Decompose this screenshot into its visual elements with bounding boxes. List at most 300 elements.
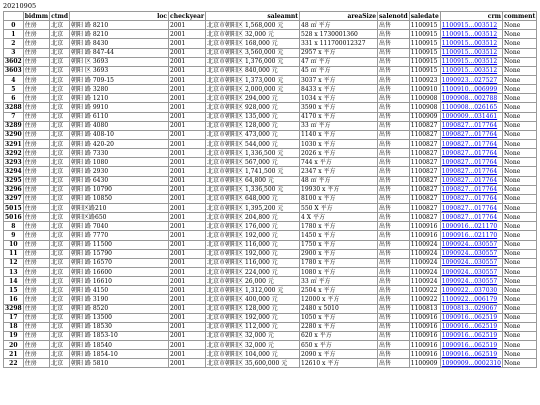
cell-row-id: 3293 (5, 158, 22, 166)
cell-areasize: 2480 x 5010 (300, 304, 378, 313)
cell-loc: 朝阳区路650 (70, 213, 169, 222)
cell-row-id: 9 (4, 231, 24, 240)
cell-saleamnt: 北京市朝阳区 192,000 元 (206, 249, 300, 258)
cell-crm (440, 121, 502, 130)
cell-salenotd: 出售 (378, 231, 410, 240)
cell-ctmd: 北京 (50, 48, 70, 57)
cell-comment: None (502, 231, 536, 240)
cell-saleamnt: 北京市朝阳区 128,000 元 (206, 304, 300, 313)
cell-areasize: 8433 x 平方 (300, 85, 378, 94)
cell-salenotd: 出售 (378, 48, 410, 57)
cell-bidmm: 住房 (23, 103, 49, 112)
cell-ctmd: 北京 (50, 75, 70, 84)
column-header-loc: loc (70, 12, 169, 21)
cell-loc: 朝阳 路 3190 (70, 295, 169, 304)
cell-checkyear: 2001 (169, 341, 206, 350)
cell-areasize: 1034 x 平方 (300, 94, 378, 103)
cell-row-id: 10 (4, 240, 24, 249)
crm-link[interactable]: 1090827...017764 (441, 186, 498, 194)
crm-link[interactable]: 1100908...026165 (441, 103, 498, 111)
cell-salenotd: 出售 (378, 112, 410, 121)
cell-salenotd: 出售 (378, 176, 410, 185)
cell-bidmm: 住房 (23, 313, 49, 322)
cell-comment: None (502, 112, 536, 121)
cell-loc: 朝阳 路 8430 (70, 39, 169, 48)
cell-salenotd: 出售 (378, 286, 410, 295)
cell-comment: None (502, 295, 536, 304)
crm-link[interactable]: 1090827...017764 (441, 158, 498, 166)
cell-bidmm: 住房 (23, 30, 49, 39)
cell-comment: None (502, 240, 536, 249)
crm-link[interactable]: 1090827...017764 (441, 167, 498, 175)
cell-ctmd: 北京 (50, 350, 70, 359)
crm-link[interactable]: 1090909...031461 (441, 113, 498, 121)
cell-salenotd: 出售 (378, 240, 410, 249)
cell-salenotd: 出售 (378, 304, 410, 313)
cell-crm (440, 240, 502, 249)
cell-comment: None (502, 167, 536, 176)
cell-row-id: 3603 (5, 67, 22, 75)
cell-saledate: 1100915 (409, 30, 440, 39)
table-row (4, 112, 537, 121)
column-header-areasize: areaSize (300, 12, 378, 21)
cell-ctmd: 北京 (50, 139, 70, 148)
crm-link[interactable]: 1090827...017764 (441, 122, 498, 130)
cell-checkyear: 2001 (169, 48, 206, 57)
cell-row-id: 11 (4, 249, 24, 258)
cell-bidmm: 住房 (23, 130, 49, 139)
cell-checkyear: 2001 (169, 149, 206, 158)
cell-salenotd: 出售 (378, 30, 410, 39)
cell-checkyear: 2001 (169, 158, 206, 167)
cell-checkyear: 2001 (169, 331, 206, 340)
cell-ctmd: 北京 (50, 39, 70, 48)
crm-link[interactable]: 1090916...062519 (441, 332, 498, 340)
cell-loc: 朝阳 路 7770 (70, 231, 169, 240)
cell-comment: None (502, 304, 536, 313)
cell-comment: None (502, 94, 536, 103)
cell-ctmd: 北京 (50, 85, 70, 94)
cell-checkyear: 2001 (169, 240, 206, 249)
cell-areasize: 3037 x 平方 (300, 75, 378, 84)
cell-bidmm: 住房 (23, 258, 49, 267)
crm-link[interactable]: 1090827...017764 (441, 140, 498, 148)
cell-salenotd: 出售 (378, 267, 410, 276)
cell-saledate: 1100827 (409, 167, 440, 176)
cell-crm (440, 277, 502, 286)
data-table (3, 11, 537, 368)
cell-areasize: 1140 x 平方 (300, 130, 378, 139)
crm-link[interactable]: 1100915...003512 (441, 58, 498, 66)
cell-areasize: 48 ㎡ 平方 (300, 176, 378, 185)
cell-areasize: 2026 x 平方 (300, 149, 378, 158)
cell-ctmd: 北京 (50, 359, 70, 368)
cell-bidmm: 住房 (23, 21, 49, 30)
cell-checkyear: 2001 (169, 304, 206, 313)
cell-saledate: 1100915 (409, 66, 440, 75)
cell-crm (440, 341, 502, 350)
cell-comment: None (502, 139, 536, 148)
cell-ctmd: 北京 (50, 295, 70, 304)
crm-link[interactable]: 1090908...002788 (441, 94, 498, 102)
cell-areasize: 2280 x 平方 (300, 322, 378, 331)
cell-checkyear: 2001 (169, 194, 206, 203)
cell-ctmd: 北京 (50, 240, 70, 249)
cell-saledate: 1100924 (409, 277, 440, 286)
cell-bidmm: 住房 (23, 322, 49, 331)
cell-crm (440, 158, 502, 167)
crm-link[interactable]: 1090827...017764 (441, 204, 498, 212)
cell-loc: 朝阳 路 420-20 (70, 139, 169, 148)
cell-comment: None (502, 249, 536, 258)
cell-bidmm: 住房 (23, 66, 49, 75)
cell-ctmd: 北京 (50, 258, 70, 267)
cell-row-id: 21 (4, 350, 24, 359)
cell-salenotd: 出售 (378, 249, 410, 258)
cell-saledate: 1100923 (409, 75, 440, 84)
cell-ctmd: 北京 (50, 313, 70, 322)
cell-crm (440, 176, 502, 185)
cell-checkyear: 2001 (169, 21, 206, 30)
table-row (4, 149, 537, 158)
cell-saledate: 1100827 (409, 203, 440, 212)
crm-link[interactable]: 1100915...003512 (441, 49, 498, 57)
cell-comment: None (502, 21, 536, 30)
cell-saleamnt: 北京市朝阳区 473,000 元 (206, 130, 300, 139)
cell-comment: None (502, 103, 536, 112)
cell-checkyear: 2001 (169, 213, 206, 222)
crm-link[interactable]: 1090827...017764 (441, 195, 498, 203)
cell-saledate: 1100916 (409, 350, 440, 359)
cell-bidmm: 住房 (23, 75, 49, 84)
cell-saledate: 1100813 (409, 304, 440, 313)
cell-saleamnt: 北京市朝阳区 128,000 元 (206, 121, 300, 130)
cell-comment: None (502, 267, 536, 276)
cell-saleamnt: 北京市朝阳区 1,336,500 元 (206, 149, 300, 158)
cell-saledate: 1100827 (409, 194, 440, 203)
cell-saleamnt: 北京市朝阳区 2,000,000 元 (206, 85, 300, 94)
cell-salenotd: 出售 (378, 149, 410, 158)
cell-areasize: 1030 x 平方 (300, 139, 378, 148)
cell-saledate: 1100916 (409, 313, 440, 322)
table-row (4, 185, 537, 194)
cell-saleamnt: 北京市朝阳区 26,000 元 (206, 277, 300, 286)
cell-row-id: 17 (4, 313, 24, 322)
cell-salenotd: 出售 (378, 130, 410, 139)
table-row (4, 341, 537, 350)
cell-bidmm: 住房 (23, 350, 49, 359)
cell-row-id: 3292 (5, 149, 22, 157)
crm-link[interactable]: 1090916...021170 (441, 222, 498, 230)
cell-bidmm: 住房 (23, 39, 49, 48)
cell-row-id: 13 (4, 267, 24, 276)
cell-checkyear: 2001 (169, 121, 206, 130)
cell-saleamnt: 北京市朝阳区 1,395,200 元 (206, 203, 300, 212)
cell-comment: None (502, 130, 536, 139)
cell-saledate: 1100827 (409, 149, 440, 158)
crm-link[interactable]: 1090916...062519 (441, 350, 498, 358)
cell-ctmd: 北京 (50, 277, 70, 286)
crm-link[interactable]: 1090827...017764 (441, 213, 498, 221)
cell-bidmm: 住房 (23, 167, 49, 176)
cell-loc: 朝阳 路 13500 (70, 313, 169, 322)
cell-bidmm: 住房 (23, 277, 49, 286)
cell-saleamnt: 北京市朝阳区 567,000 元 (206, 158, 300, 167)
cell-crm (440, 85, 502, 94)
cell-salenotd: 出售 (378, 222, 410, 231)
cell-salenotd: 出售 (378, 359, 410, 368)
cell-salenotd: 出售 (378, 213, 410, 222)
table-row (4, 194, 537, 203)
cell-crm (440, 112, 502, 121)
cell-salenotd: 出售 (378, 322, 410, 331)
crm-link[interactable]: 1090827...017764 (441, 177, 498, 185)
cell-saledate: 1100827 (409, 130, 440, 139)
cell-comment: None (502, 331, 536, 340)
crm-link[interactable]: 1090924...030557 (441, 241, 498, 249)
table-row (4, 350, 537, 359)
table-row (4, 75, 537, 84)
cell-crm (440, 350, 502, 359)
cell-saledate: 1100910 (409, 85, 440, 94)
table-row (4, 203, 537, 212)
cell-areasize: 650 x 平方 (300, 341, 378, 350)
cell-comment: None (502, 203, 536, 212)
cell-saledate: 1100924 (409, 249, 440, 258)
table-row (4, 158, 537, 167)
cell-areasize: 331 x 111700012327 (300, 39, 378, 48)
cell-bidmm: 住房 (23, 94, 49, 103)
cell-row-id: 15 (4, 286, 24, 295)
cell-salenotd: 出售 (378, 139, 410, 148)
cell-checkyear: 2001 (169, 57, 206, 66)
cell-bidmm: 住房 (23, 331, 49, 340)
crm-link[interactable]: 1090916...062519 (441, 314, 498, 322)
crm-link[interactable]: 1100915...003512 (441, 39, 498, 47)
cell-saleamnt: 北京市朝阳区 1,741,500 元 (206, 167, 300, 176)
cell-saledate: 1100915 (409, 48, 440, 57)
cell-row-id: 20 (4, 341, 24, 350)
crm-link[interactable]: 1090916...021170 (441, 231, 498, 239)
cell-checkyear: 2001 (169, 222, 206, 231)
cell-comment: None (502, 341, 536, 350)
cell-checkyear: 2001 (169, 103, 206, 112)
crm-link[interactable]: 1090827...017764 (441, 149, 498, 157)
cell-saleamnt: 北京市朝阳区 1,373,000 元 (206, 75, 300, 84)
cell-row-id: 3289 (5, 122, 22, 130)
cell-saledate: 1100827 (409, 158, 440, 167)
crm-link[interactable]: 1090916...062519 (441, 341, 498, 349)
cell-loc: 朝阳 路 16570 (70, 258, 169, 267)
table-row (4, 231, 537, 240)
cell-checkyear: 2001 (169, 313, 206, 322)
crm-link[interactable]: 1090924...030557 (441, 250, 498, 258)
table-row (4, 85, 537, 94)
crm-link[interactable]: 1100922...006179 (441, 295, 498, 303)
crm-link[interactable]: 1090813...029067 (441, 305, 498, 313)
cell-loc: 朝阳 路 4150 (70, 286, 169, 295)
cell-areasize: 8100 x 平方 (300, 194, 378, 203)
crm-link[interactable]: 1090923...027527 (441, 76, 498, 84)
cell-bidmm: 住房 (23, 121, 49, 130)
cell-loc: 朝阳 路 8210 (70, 30, 169, 39)
cell-salenotd: 出售 (378, 167, 410, 176)
cell-loc: 朝阳 路 16600 (70, 267, 169, 276)
column-header-crm: crm (440, 12, 502, 21)
table-row (4, 277, 537, 286)
cell-crm (440, 231, 502, 240)
cell-crm (440, 313, 502, 322)
crm-link[interactable]: 1100910...006999 (441, 85, 498, 93)
cell-checkyear: 2001 (169, 130, 206, 139)
cell-saleamnt: 北京市朝阳区 112,000 元 (206, 322, 300, 331)
crm-link[interactable]: 1090924...030557 (441, 259, 498, 267)
cell-checkyear: 2001 (169, 267, 206, 276)
cell-areasize: 12000 x 平方 (300, 295, 378, 304)
cell-checkyear: 2001 (169, 167, 206, 176)
cell-saledate: 1100827 (409, 213, 440, 222)
table-row (4, 121, 537, 130)
cell-salenotd: 出售 (378, 341, 410, 350)
crm-link[interactable]: 1090909...0002310 (441, 359, 501, 367)
cell-salenotd: 出售 (378, 185, 410, 194)
crm-link[interactable]: 1100915...003512 (441, 67, 498, 75)
cell-saleamnt: 北京市朝阳区 135,000 元 (206, 112, 300, 121)
cell-saleamnt: 北京市朝阳区 1,312,000 元 (206, 286, 300, 295)
cell-loc: 朝阳 区 3693 (70, 66, 169, 75)
table-row (4, 359, 537, 368)
table-row (4, 222, 537, 231)
cell-comment: None (502, 57, 536, 66)
cell-areasize: 1780 x 平方 (300, 258, 378, 267)
cell-saledate: 1100922 (409, 286, 440, 295)
cell-saledate: 1100827 (409, 176, 440, 185)
cell-saledate: 1100909 (409, 359, 440, 368)
cell-loc: 朝阳 路 10790 (70, 185, 169, 194)
cell-row-id: 2 (4, 39, 24, 48)
cell-saledate: 1100915 (409, 39, 440, 48)
cell-loc: 朝阳 路 709-15 (70, 75, 169, 84)
cell-row-id: 3297 (5, 195, 22, 203)
cell-row-id: 5016 (5, 213, 22, 221)
cell-ctmd: 北京 (50, 322, 70, 331)
cell-saledate: 1100922 (409, 295, 440, 304)
cell-crm (440, 267, 502, 276)
cell-ctmd: 北京 (50, 130, 70, 139)
cell-crm (440, 167, 502, 176)
crm-link[interactable]: 1100915...003512 (441, 30, 498, 38)
cell-bidmm: 住房 (23, 267, 49, 276)
cell-checkyear: 2001 (169, 66, 206, 75)
cell-loc: 朝阳 路 6430 (70, 176, 169, 185)
cell-salenotd: 出售 (378, 39, 410, 48)
cell-saleamnt: 北京市朝阳区 35,600,000 元 (206, 359, 300, 368)
cell-crm (440, 222, 502, 231)
cell-crm (440, 185, 502, 194)
cell-loc: 朝阳 路 7040 (70, 222, 169, 231)
cell-bidmm: 住房 (23, 48, 49, 57)
cell-saleamnt: 北京市朝阳区 64,800 元 (206, 176, 300, 185)
cell-areasize: 33 ㎡ 平方 (300, 121, 378, 130)
cell-crm (440, 295, 502, 304)
cell-checkyear: 2001 (169, 231, 206, 240)
cell-crm (440, 103, 502, 112)
cell-bidmm: 住房 (23, 176, 49, 185)
table-row (4, 21, 537, 30)
cell-bidmm: 住房 (23, 158, 49, 167)
cell-bidmm: 住房 (23, 194, 49, 203)
cell-salenotd: 出售 (378, 313, 410, 322)
cell-comment: None (502, 286, 536, 295)
cell-loc: 朝阳 路 9910 (70, 103, 169, 112)
cell-row-id: 0 (4, 21, 24, 30)
cell-saledate: 1100916 (409, 331, 440, 340)
cell-checkyear: 2001 (169, 85, 206, 94)
cell-loc: 朝阳 路 2930 (70, 167, 169, 176)
crm-link[interactable]: 1090922...037030 (441, 286, 498, 294)
crm-link[interactable]: 1090924...030557 (441, 277, 498, 285)
cell-ctmd: 北京 (50, 286, 70, 295)
cell-saledate: 1100908 (409, 94, 440, 103)
crm-link[interactable]: 1090924...030557 (441, 268, 498, 276)
cell-ctmd: 北京 (50, 331, 70, 340)
cell-saleamnt: 北京市朝阳区 192,000 元 (206, 231, 300, 240)
cell-comment: None (502, 121, 536, 130)
cell-loc: 朝阳 路 6110 (70, 112, 169, 121)
cell-loc: 朝阳区路210 (70, 203, 169, 212)
cell-bidmm: 住房 (23, 57, 49, 66)
cell-areasize: 1050 x 平方 (300, 313, 378, 322)
cell-saleamnt: 北京市朝阳区 294,000 元 (206, 94, 300, 103)
cell-saledate: 1100915 (409, 57, 440, 66)
cell-row-id: 6 (4, 94, 24, 103)
cell-loc: 朝阳 路 1854-10 (70, 350, 169, 359)
crm-link[interactable]: 1090827...017764 (441, 131, 498, 139)
cell-comment: None (502, 313, 536, 322)
cell-areasize: 3590 x 平方 (300, 103, 378, 112)
column-header-bidmm: bidmm (24, 12, 49, 20)
cell-areasize: 2957 x 平方 (300, 48, 378, 57)
cell-comment: None (502, 75, 536, 84)
cell-crm (440, 359, 502, 368)
cell-loc: 朝阳 路 10850 (70, 194, 169, 203)
cell-ctmd: 北京 (50, 203, 70, 212)
cell-checkyear: 2001 (169, 75, 206, 84)
cell-checkyear: 2001 (169, 94, 206, 103)
cell-comment: None (502, 66, 536, 75)
cell-saledate: 1100915 (409, 21, 440, 30)
cell-checkyear: 2001 (169, 322, 206, 331)
column-header-checkyear: checkyear (170, 12, 205, 20)
cell-saleamnt: 北京市朝阳区 544,000 元 (206, 139, 300, 148)
cell-comment: None (502, 158, 536, 167)
cell-ctmd: 北京 (50, 267, 70, 276)
crm-link[interactable]: 1090916...062519 (441, 323, 498, 331)
cell-ctmd: 北京 (50, 222, 70, 231)
cell-bidmm: 住房 (23, 231, 49, 240)
cell-areasize: 1450 x 平方 (300, 231, 378, 240)
crm-link[interactable]: 1100915...003512 (441, 21, 498, 29)
cell-saleamnt: 北京市朝阳区 928,000 元 (206, 103, 300, 112)
cell-loc: 朝阳 路 16610 (70, 277, 169, 286)
table-row (4, 304, 537, 313)
page-title: 20210905 (3, 2, 37, 10)
cell-loc: 朝阳 路 3280 (70, 85, 169, 94)
cell-comment: None (502, 30, 536, 39)
cell-saleamnt: 北京市朝阳区 1,568,000 元 (206, 21, 300, 30)
cell-salenotd: 出售 (378, 194, 410, 203)
cell-saleamnt: 北京市朝阳区 116,000 元 (206, 258, 300, 267)
